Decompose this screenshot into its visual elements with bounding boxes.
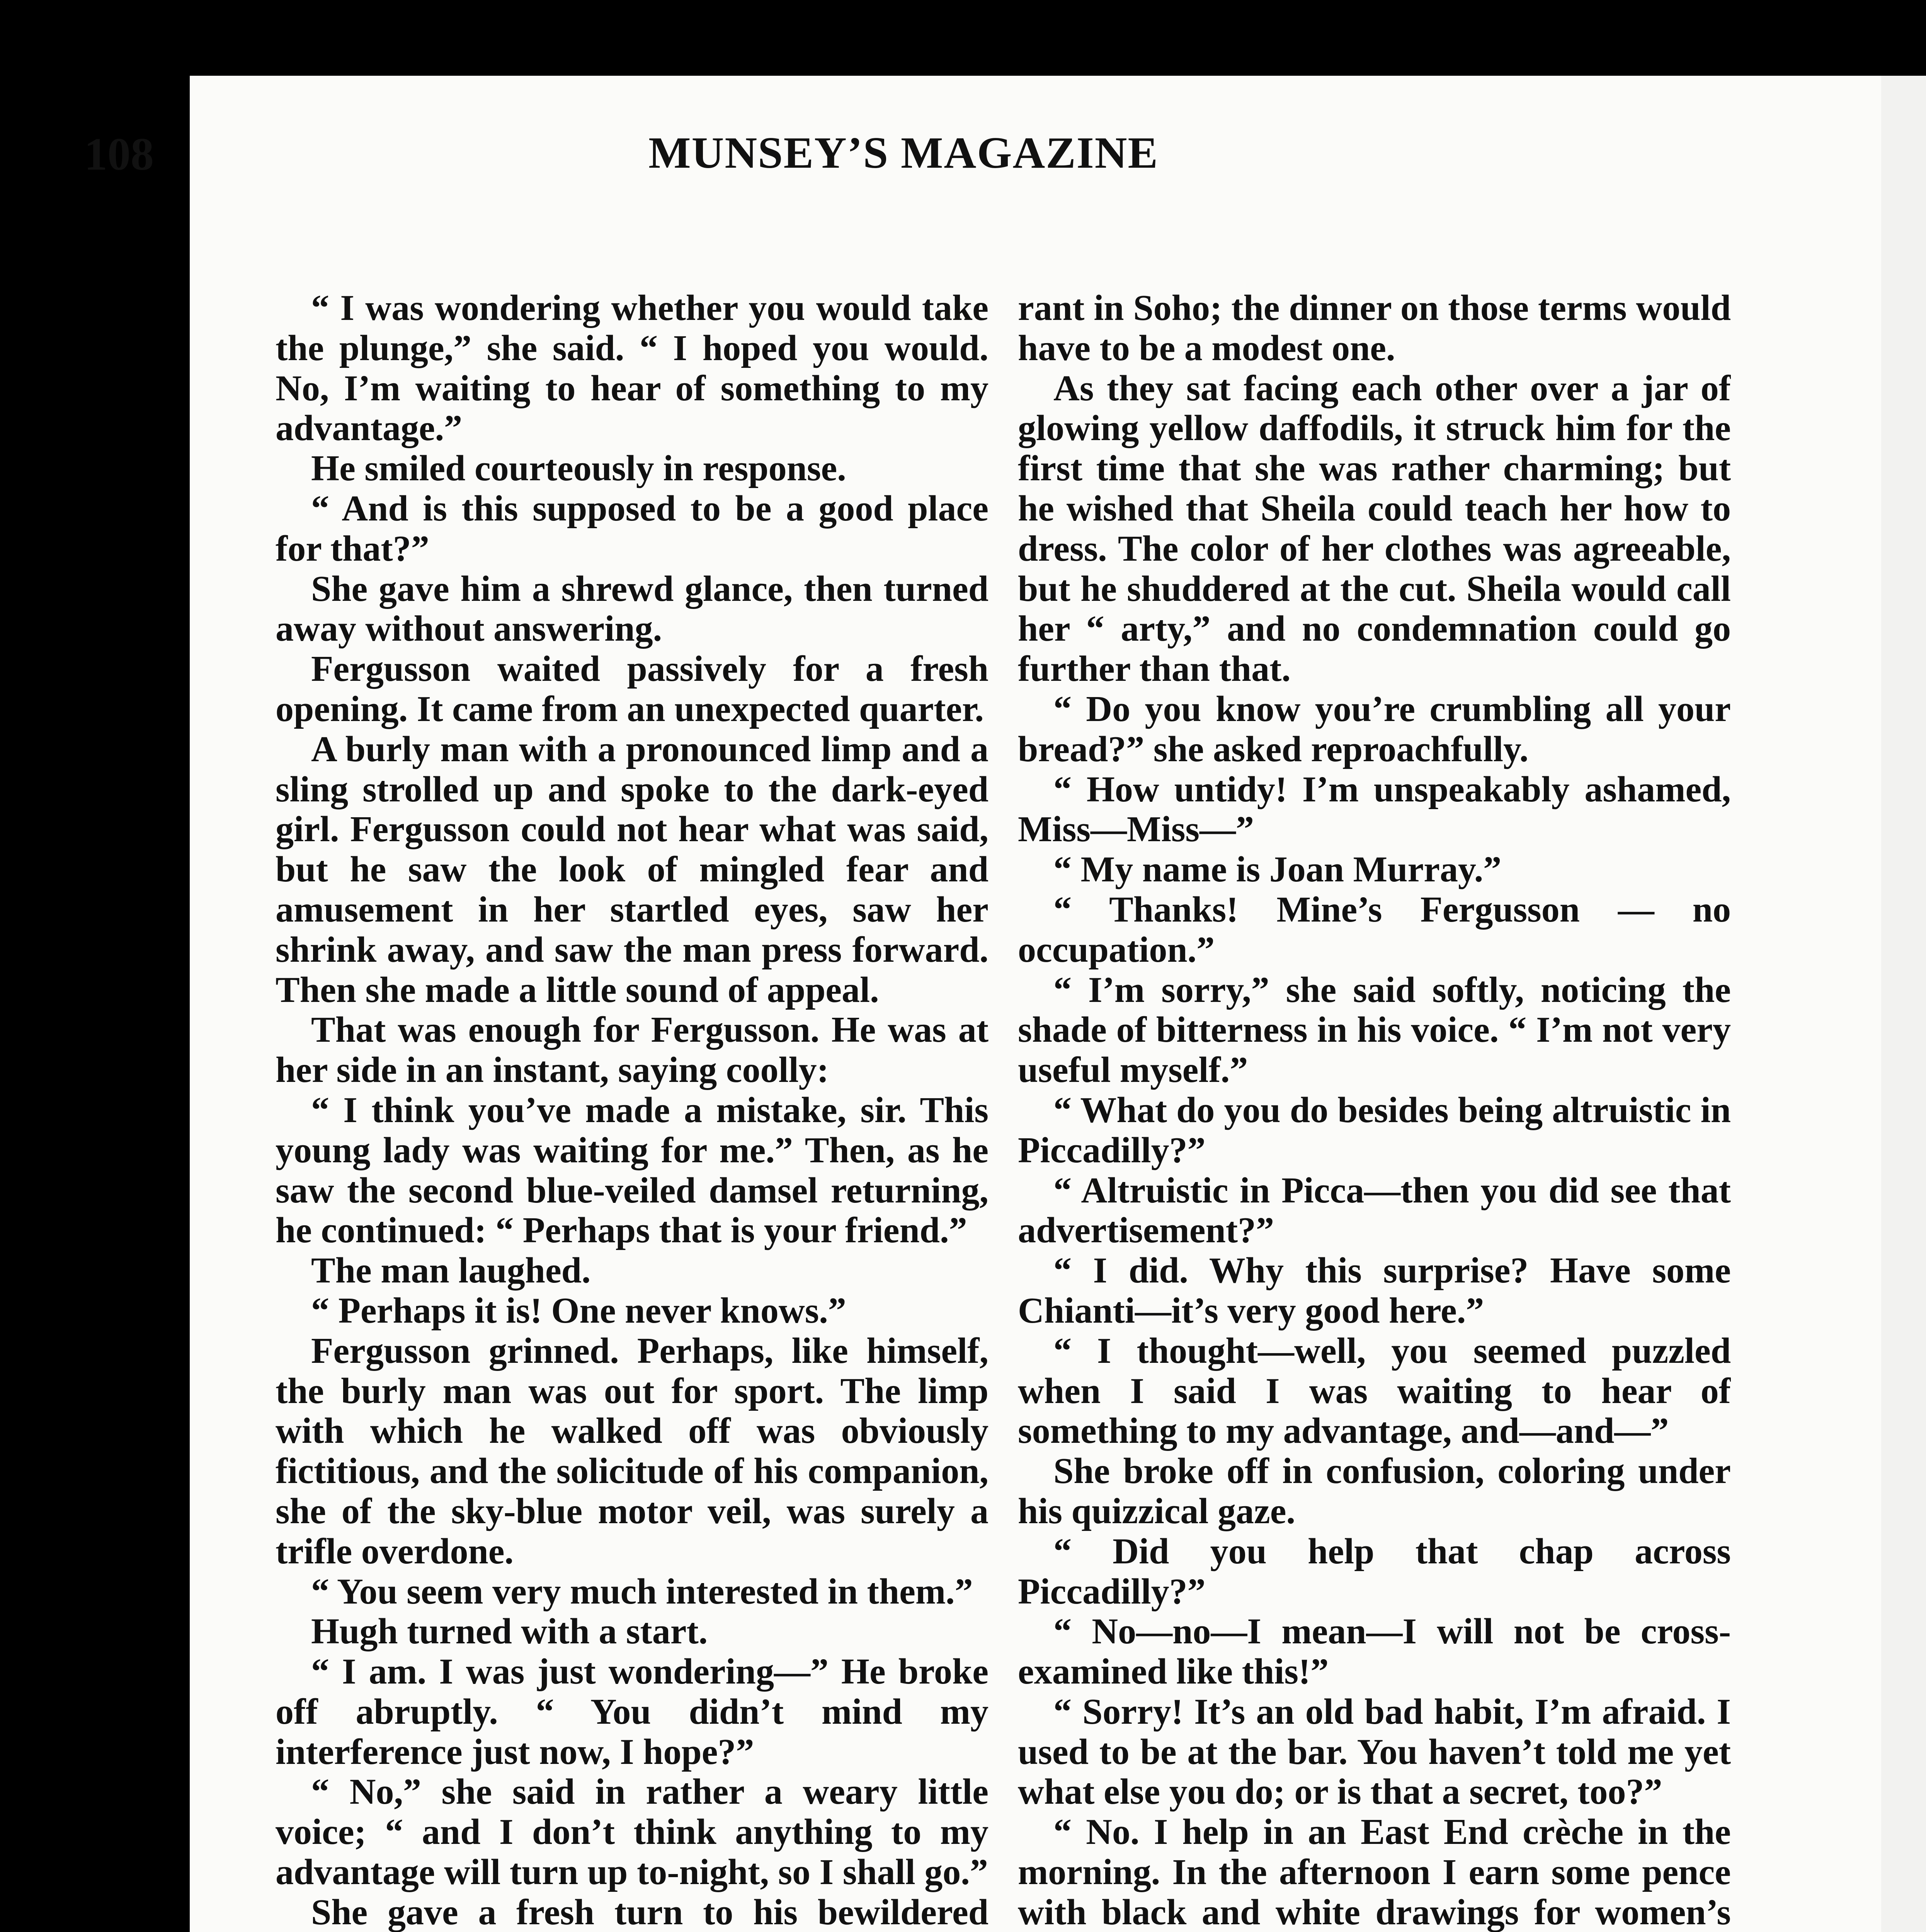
magazine-title: MUNSEY’S MAGAZINE <box>648 128 1159 178</box>
paragraph: “ I am. I was just wondering—” He broke off abruptly. “ You didn’t mind my interference just now, I hope?” <box>276 1651 989 1772</box>
paragraph: She gave a fresh turn to his bewildered <box>311 1892 989 1932</box>
paragraph: rant in Soho; the dinner on those terms would have to be a modest one. <box>1018 288 1731 368</box>
paragraph: “ I was wondering whether you would take the plunge,” she said. “ I hoped you would. No, I’m waiting to hear of something to my advantage.” <box>276 288 989 449</box>
paragraph: “ Thanks! Mine’s Fergusson — no occupation.” <box>1018 889 1731 970</box>
paragraph: “ Perhaps it is! One never knows.” <box>311 1290 846 1331</box>
paragraph: “ And is this supposed to be a good place for that?” <box>276 488 989 569</box>
paragraph: Fergusson grinned. Perhaps, like himself, the burly man was out for sport. The limp with which he walked off was obviously fictitious, and the solicitude of his companion, she of the sky-blue motor veil, was surely a trifle overdone. <box>276 1330 989 1571</box>
paragraph: As they sat facing each other over a jar of glowing yellow daffodils, it struck him for the first time that she was rather charming; but he wished that Sheila could teach her how to dress. The color of her clothes was agreeable, but he shuddered at the cut. Sheila would call her “ arty,” and no condemnation could go further than that. <box>1018 368 1731 689</box>
paragraph: “ Altruistic in Picca—then you did see that advertisement?” <box>1018 1170 1731 1251</box>
paragraph: “ I thought—well, you seemed puzzled when I said I was waiting to hear of something to my advantage, and—and—” <box>1018 1330 1731 1451</box>
paragraph: “ What do you do besides being altruistic in Piccadilly?” <box>1018 1090 1731 1170</box>
paragraph: “ I did. Why this surprise? Have some Chianti—it’s very good here.” <box>1018 1250 1731 1331</box>
paragraph: “ No. I help in an East End crèche in the morning. In the afternoon I earn some pence with black and white drawings for women’s <box>1018 1812 1731 1932</box>
text-column-left <box>276 288 989 1932</box>
paragraph: Fergusson waited passively for a fresh opening. It came from an unexpected quarter. <box>276 649 989 729</box>
paragraph: A burly man with a pronounced limp and a sling strolled up and spoke to the dark-eyed girl. Fergusson could not hear what was said, but he saw the look of mingled fear and amusement in her startled eyes, saw her shrink away, and saw the man press forward. Then she made a little sound of appeal. <box>276 729 989 1010</box>
page-header <box>84 128 1723 185</box>
paragraph: “ My name is Joan Murray.” <box>1053 849 1502 890</box>
paragraph: “ Do you know you’re crumbling all your bread?” she asked reproachfully. <box>1018 689 1731 769</box>
paragraph: “ Sorry! It’s an old bad habit, I’m afraid. I used to be at the bar. You haven’t told me yet what else you do; or is that a secret, too?” <box>1018 1691 1731 1812</box>
paragraph: “ No—no—I mean—I will not be cross-examined like this!” <box>1018 1611 1731 1692</box>
facing-page-edge <box>1881 76 1926 1932</box>
text-column-right <box>1018 288 1731 1932</box>
page-number: 108 <box>84 128 154 180</box>
paragraph: “ I’m sorry,” she said softly, noticing the shade of bitterness in his voice. “ I’m not very useful myself.” <box>1018 969 1731 1090</box>
paragraph: Hugh turned with a start. <box>311 1611 708 1652</box>
paragraph: “ No,” she said in rather a weary little voice; “ and I don’t think anything to my advantage will turn up to-night, so I shall go.” <box>276 1772 989 1893</box>
paragraph: She gave him a shrewd glance, then turned away without answering. <box>276 568 989 649</box>
paragraph: The man laughed. <box>311 1250 591 1291</box>
paragraph: “ How untidy! I’m unspeakably ashamed, Miss—Miss—” <box>1018 769 1731 850</box>
paragraph: “ You seem very much interested in them.” <box>311 1571 973 1612</box>
paragraph: He smiled courteously in response. <box>311 448 846 489</box>
paragraph: “ I think you’ve made a mistake, sir. This young lady was waiting for me.” Then, as he saw the second blue-veiled damsel returning, he continued: “ Perhaps that is your friend.” <box>276 1090 989 1251</box>
paragraph: “ Did you help that chap across Piccadilly?” <box>1018 1531 1731 1612</box>
paragraph: She broke off in confusion, coloring under his quizzical gaze. <box>1018 1451 1731 1531</box>
paragraph: That was enough for Fergusson. He was at her side in an instant, saying coolly: <box>276 1010 989 1090</box>
